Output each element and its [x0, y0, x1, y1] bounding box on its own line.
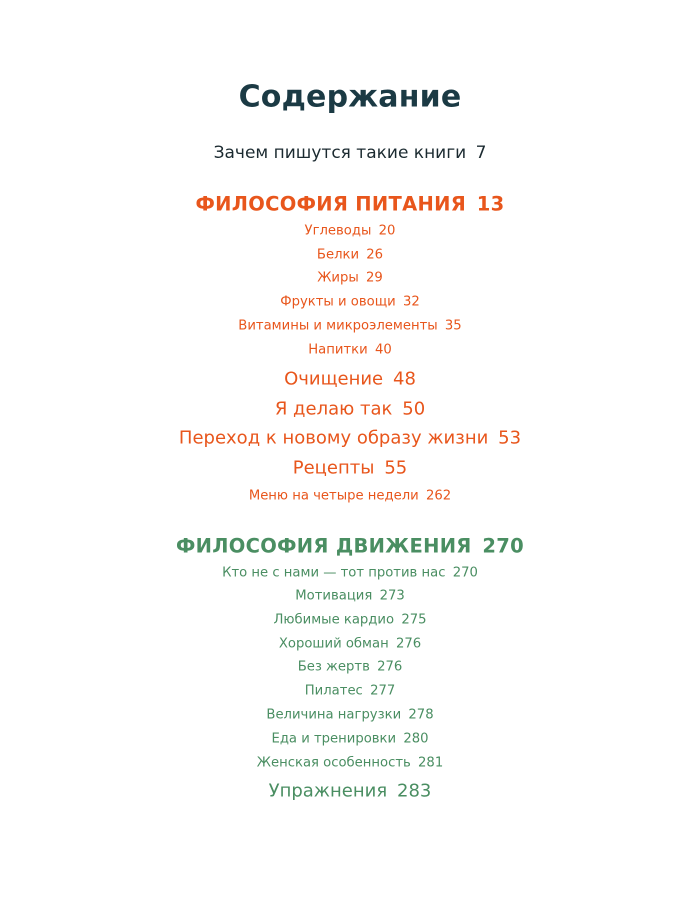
toc-entry-page: 277	[370, 683, 396, 699]
toc-entry-text: Величина нагрузки	[266, 707, 402, 723]
toc-chapter	[0, 428, 700, 449]
part-heading-movement	[0, 535, 700, 558]
part-heading-text: ФИЛОСОФИЯ ПИТАНИЯ	[195, 192, 467, 216]
toc-chapter	[0, 458, 700, 479]
toc-entry-text: Очищение	[284, 368, 384, 390]
toc-entry-page: 281	[418, 755, 444, 771]
toc-entry-text: Любимые кардио	[273, 612, 395, 628]
toc-entry-page: 276	[377, 659, 403, 675]
toc-chapter	[0, 781, 700, 802]
toc-entry-page: 35	[444, 318, 462, 334]
toc-entry-text: Женская особенность	[256, 755, 411, 771]
toc-entry	[0, 295, 700, 310]
toc-entry-page: 55	[384, 457, 408, 479]
toc-entry	[0, 271, 700, 286]
toc-entry-text: Мотивация	[295, 588, 373, 604]
toc-entry-page: 29	[366, 270, 383, 286]
toc-entry-text: Напитки	[308, 342, 368, 358]
toc-entry-text: Меню на четыре недели	[248, 488, 419, 504]
toc-entry	[0, 708, 700, 723]
toc-entry-text: Зачем пишутся такие книги	[213, 143, 467, 163]
toc-entry-page: 7	[475, 143, 487, 163]
toc-entry-text: Витамины и микроэлементы	[238, 318, 438, 334]
toc-entry-page: 273	[379, 588, 405, 604]
toc-entry-page: 276	[395, 636, 422, 652]
toc-chapter	[0, 369, 700, 390]
toc-entry-page: 270	[452, 565, 478, 581]
toc-entry	[0, 613, 700, 628]
toc-entry	[0, 589, 700, 604]
toc-entry-text: Кто не с нами — тот против нас	[222, 565, 446, 581]
toc-entry	[0, 732, 700, 747]
toc-entry-page: 50	[402, 398, 426, 420]
toc-entry-page: 20	[378, 223, 396, 239]
toc-entry	[0, 756, 700, 771]
toc-entry-page: 40	[374, 342, 392, 358]
part-heading-page: 13	[476, 192, 505, 216]
toc-entry-text: Фрукты и овощи	[280, 294, 396, 310]
toc-entry-page: 53	[498, 427, 522, 449]
toc-entry-text: Переход к новому образу жизни	[178, 427, 489, 449]
toc-entry-text: Я делаю так	[274, 398, 393, 420]
toc-entry-text: Пилатес	[304, 683, 363, 699]
toc-entry-intro	[0, 143, 700, 163]
toc-entry-page: 26	[366, 247, 384, 263]
toc-entry	[0, 684, 700, 699]
toc-entry-page: 48	[393, 368, 416, 390]
toc-entry	[0, 660, 700, 675]
toc-entry	[0, 319, 700, 334]
toc-entry-text: Хороший обман	[278, 636, 389, 652]
toc-entry-page: 278	[408, 707, 434, 723]
toc-entry-text: Упражнения	[268, 780, 388, 802]
toc-entry-text: Рецепты	[292, 457, 375, 479]
toc-entry-page: 280	[403, 731, 429, 747]
toc-entry	[0, 343, 700, 358]
toc-entry-text: Белки	[316, 247, 360, 263]
toc-entry	[0, 224, 700, 239]
toc-entry	[0, 248, 700, 263]
toc-entry-page: 262	[426, 488, 452, 504]
toc-entry-page: 275	[401, 612, 427, 628]
toc-entry	[0, 489, 700, 504]
page-title: Содержание	[238, 79, 462, 115]
toc-entry-page: 32	[402, 294, 420, 310]
part-heading-page: 270	[482, 534, 524, 558]
toc-entry-text: Углеводы	[304, 223, 372, 239]
toc-entry-text: Жиры	[317, 270, 359, 286]
toc-chapter	[0, 399, 700, 420]
toc-entry	[0, 566, 700, 581]
toc-entry	[0, 637, 700, 652]
part-heading-text: ФИЛОСОФИЯ ДВИЖЕНИЯ	[176, 534, 472, 558]
toc-entry-page: 283	[397, 780, 432, 802]
part-heading-nutrition	[0, 193, 700, 216]
toc-entry-text: Без жертв	[297, 659, 370, 675]
toc-entry-text: Еда и тренировки	[271, 731, 397, 747]
